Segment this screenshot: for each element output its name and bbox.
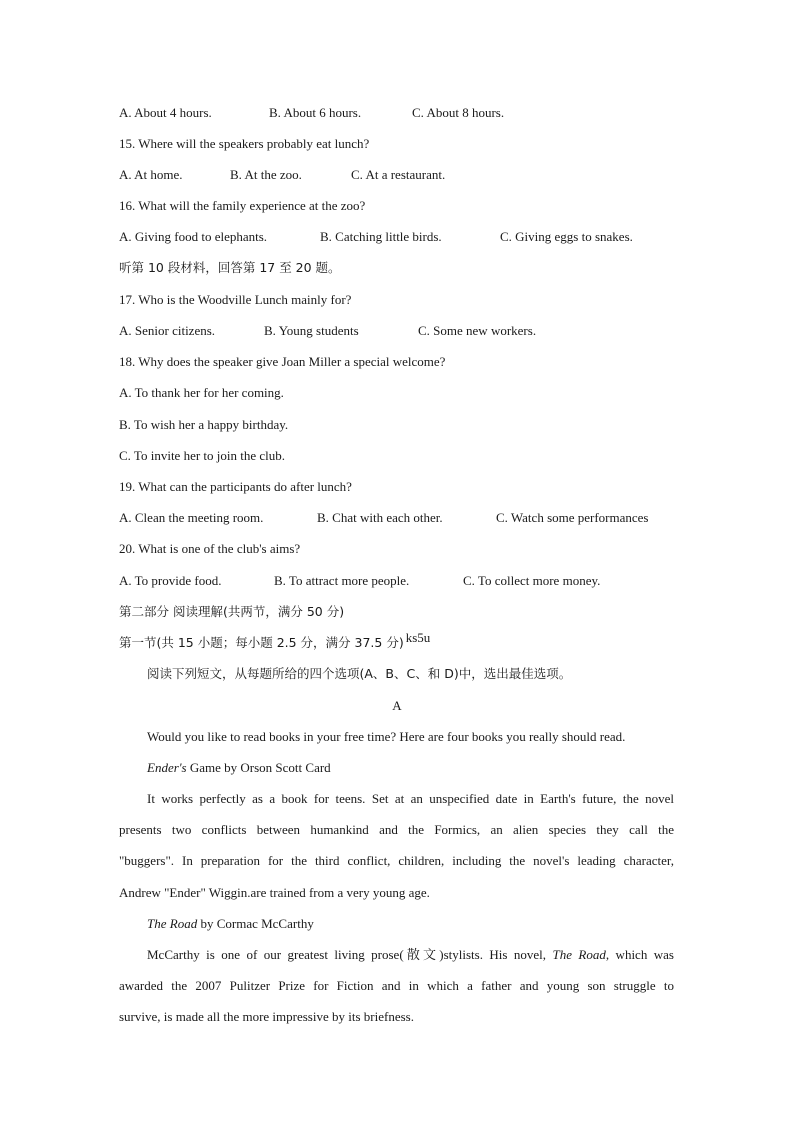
q14-option-a[interactable]: A. About 4 hours.	[119, 105, 212, 120]
q15-option-b[interactable]: B. At the zoo.	[230, 167, 302, 182]
book2-line-1-b: , which was	[605, 947, 674, 962]
q20-option-b[interactable]: B. To attract more people.	[274, 573, 410, 588]
part2-title: 第二部分 阅读理解(共两节，满分 50 分)	[119, 604, 345, 619]
q19-option-a[interactable]: A. Clean the meeting room.	[119, 510, 264, 525]
q15-question: 15. Where will the speakers probably eat lunch?	[119, 136, 370, 151]
q18-option-a[interactable]: A. To thank her for her coming.	[119, 385, 284, 400]
q19-option-c[interactable]: C. Watch some performances	[496, 510, 649, 525]
section10-instruction: 听第 10 段材料，回答第 17 至 20 题。	[119, 260, 341, 275]
book1-title: Ender's	[147, 760, 187, 775]
q14-option-c[interactable]: C. About 8 hours.	[412, 105, 505, 120]
q17-option-c[interactable]: C. Some new workers.	[418, 323, 537, 338]
book2-line-2: awarded the 2007 Pulitzer Prize for Fiction and in which a father and young son struggle to	[119, 978, 674, 993]
q20-question: 20. What is one of the club's aims?	[119, 541, 301, 556]
book2-line-1	[147, 946, 674, 964]
q20-option-c[interactable]: C. To collect more money.	[463, 573, 601, 588]
q18-option-b[interactable]: B. To wish her a happy birthday.	[119, 417, 289, 432]
q20-option-a[interactable]: A. To provide food.	[119, 573, 222, 588]
section1-title: 第一节(共 15 小题；每小题 2.5 分，满分 37.5 分)	[119, 635, 404, 650]
q15-option-c[interactable]: C. At a restaurant.	[351, 167, 446, 182]
watermark-text: ks5u	[405, 630, 431, 645]
q15-option-a[interactable]: A. At home.	[119, 167, 183, 182]
section1-title-line	[119, 630, 431, 652]
reading-instruction: 阅读下列短文，从每题所给的四个选项(A、B、C、和 D)中，选出最佳选项。	[147, 666, 572, 681]
book2-author: by Cormac McCarthy	[197, 916, 314, 931]
book1-line-1: It works perfectly as a book for teens. Set at an unspecified date in Earth's future, the novel	[147, 791, 674, 806]
q18-option-c[interactable]: C. To invite her to join the club.	[119, 448, 286, 463]
q14-option-b[interactable]: B. About 6 hours.	[269, 105, 362, 120]
book2-title: The Road	[147, 916, 198, 931]
q18-question: 18. Why does the speaker give Joan Miller a special welcome?	[119, 354, 446, 369]
q16-option-b[interactable]: B. Catching little birds.	[320, 229, 442, 244]
q16-option-a[interactable]: A. Giving food to elephants.	[119, 229, 268, 244]
q19-question: 19. What can the participants do after lunch?	[119, 479, 352, 494]
passage-label: A	[392, 698, 402, 713]
book2-line-1-a: McCarthy is one of our greatest living prose(散文)stylists. His novel,	[147, 947, 553, 962]
q19-option-b[interactable]: B. Chat with each other.	[317, 510, 443, 525]
book1-line-3: "buggers". In preparation for the third conflict, children, including the novel's leading character,	[119, 853, 674, 868]
q17-option-a[interactable]: A. Senior citizens.	[119, 323, 216, 338]
passage-intro: Would you like to read books in your free time? Here are four books you really should read.	[147, 729, 626, 744]
book2-line-3: survive, is made all the more impressive by its briefness.	[119, 1009, 414, 1024]
book2-line-1-title: The Road	[552, 947, 606, 962]
q17-question: 17. Who is the Woodville Lunch mainly for?	[119, 292, 352, 307]
q16-question: 16. What will the family experience at the zoo?	[119, 198, 366, 213]
q17-option-b[interactable]: B. Young students	[264, 323, 359, 338]
q16-option-c[interactable]: C. Giving eggs to snakes.	[500, 229, 633, 244]
book1-title-rest: Game by Orson Scott Card	[186, 760, 331, 775]
book1-line-4: Andrew "Ender" Wiggin.are trained from a very young age.	[119, 885, 430, 900]
book2-heading	[147, 915, 314, 933]
book1-line-2: presents two conflicts between humankind and the Formics, an alien species they call the	[119, 822, 674, 837]
book1-heading	[147, 759, 331, 777]
